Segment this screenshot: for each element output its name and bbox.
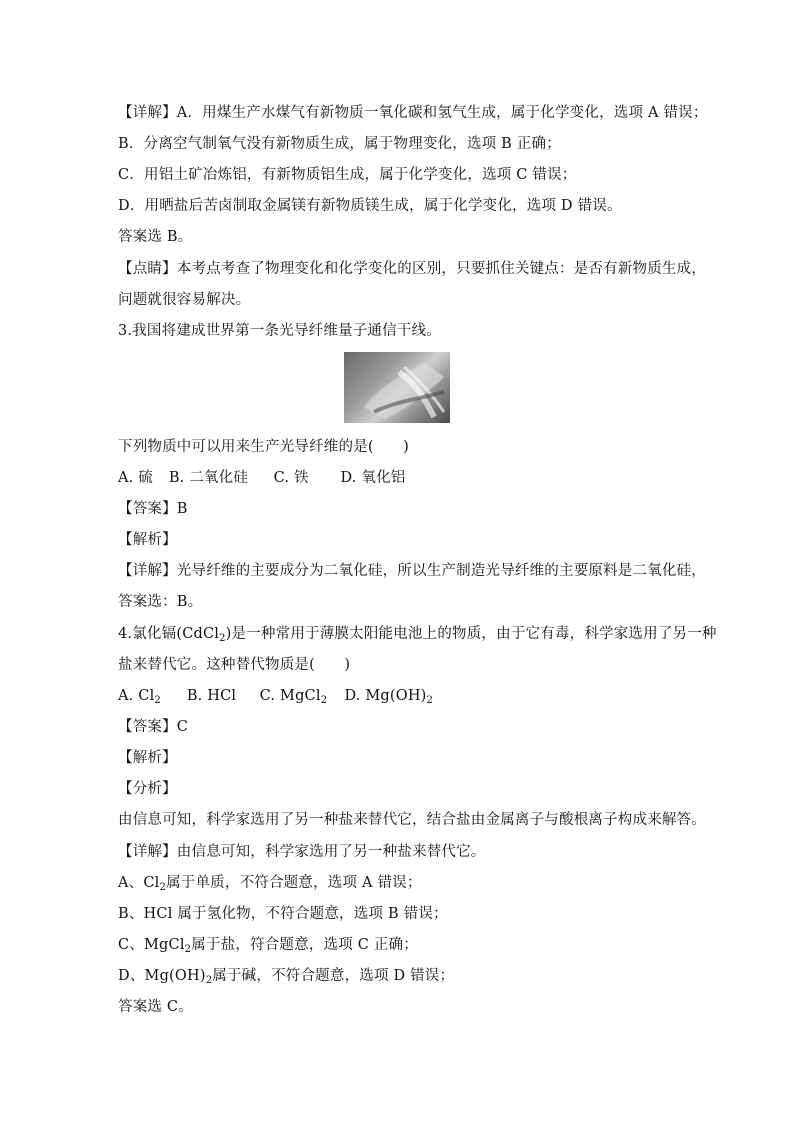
option-c: C. 铁	[273, 470, 309, 486]
analysis-item-b: B、HCl 属于氢化物，不符合题意，选项 B 错误；	[118, 906, 448, 922]
text-line: 答案选 B。	[118, 229, 193, 245]
question-4-stem: 4.氯化镉(CdCl$_2$)是一种常用于薄膜太阳能电池上的物质，由于它有毒，科学家选用了另一种	[118, 626, 717, 644]
analysis-label: 【解析】	[118, 750, 177, 766]
question-4-options	[118, 686, 433, 706]
hand-fiber-image	[344, 352, 450, 423]
answer-label: 【答案】B	[118, 501, 188, 517]
question-3-stem: 3.我国将建成世界第一条光导纤维量子通信干线。	[118, 323, 441, 339]
text-line: D．用晒盐后苦卤制取金属镁有新物质镁生成，属于化学变化，选项 D 错误。	[118, 198, 622, 214]
option-d: D. $Mg(OH)_2$	[344, 688, 434, 706]
option-a: A. $Cl_2$	[118, 688, 161, 706]
text-line: 【点睛】本考点考查了物理变化和化学变化的区别，只要抓住关键点：是否有新物质生成，	[118, 261, 706, 277]
option-b: B. 二氧化硅	[168, 470, 249, 486]
question-4-prompt: 盐来替代它。这种替代物质是( )	[118, 657, 351, 673]
analysis-label: 【解析】	[118, 532, 177, 548]
analysis-subheading: 【分析】	[118, 781, 177, 797]
text-line: 答案选 C。	[118, 999, 193, 1015]
analysis-item-a: A、$Cl_2$属于单质，不符合题意，选项 A 错误；	[118, 875, 422, 893]
text-line: 【详解】A．用煤生产水煤气有新物质一氧化碳和氢气生成，属于化学变化，选项 A 错误；	[118, 105, 708, 121]
text-line: 答案选：B。	[118, 594, 203, 610]
fiber-optic-photo	[344, 352, 450, 423]
text-line: C．用铝土矿冶炼铝，有新物质铝生成，属于化学变化，选项 C 错误；	[118, 167, 577, 183]
answer-label: 【答案】C	[118, 719, 189, 735]
text-line: 【详解】由信息可知，科学家选用了另一种盐来替代它。	[118, 844, 486, 860]
option-b: B. HCl	[186, 688, 237, 704]
analysis-item-d: D、$Mg(OH)_2$属于碱，不符合题意，选项 D 错误；	[118, 968, 455, 986]
text-line: 由信息可知，科学家选用了另一种盐来替代它，结合盐由金属离子与酸根离子构成来解答。	[118, 812, 706, 828]
option-d: D. 氧化铝	[340, 470, 406, 486]
text-line: 【详解】光导纤维的主要成分为二氧化硅，所以生产制造光导纤维的主要原料是二氧化硅，	[118, 563, 706, 579]
option-a: A. 硫	[118, 470, 153, 486]
analysis-item-c: C、MgCl$_2$属于盐，符合题意，选项 C 正确；	[118, 937, 418, 955]
question-3-options	[118, 468, 405, 488]
question-3-prompt: 下列物质中可以用来生产光导纤维的是( )	[118, 439, 410, 455]
text-line: B．分离空气制氧气没有新物质生成，属于物理变化，选项 B 正确；	[118, 136, 561, 152]
text-line: 问题就很容易解决。	[118, 292, 251, 308]
option-c: C. MgCl$_2$	[259, 688, 328, 706]
